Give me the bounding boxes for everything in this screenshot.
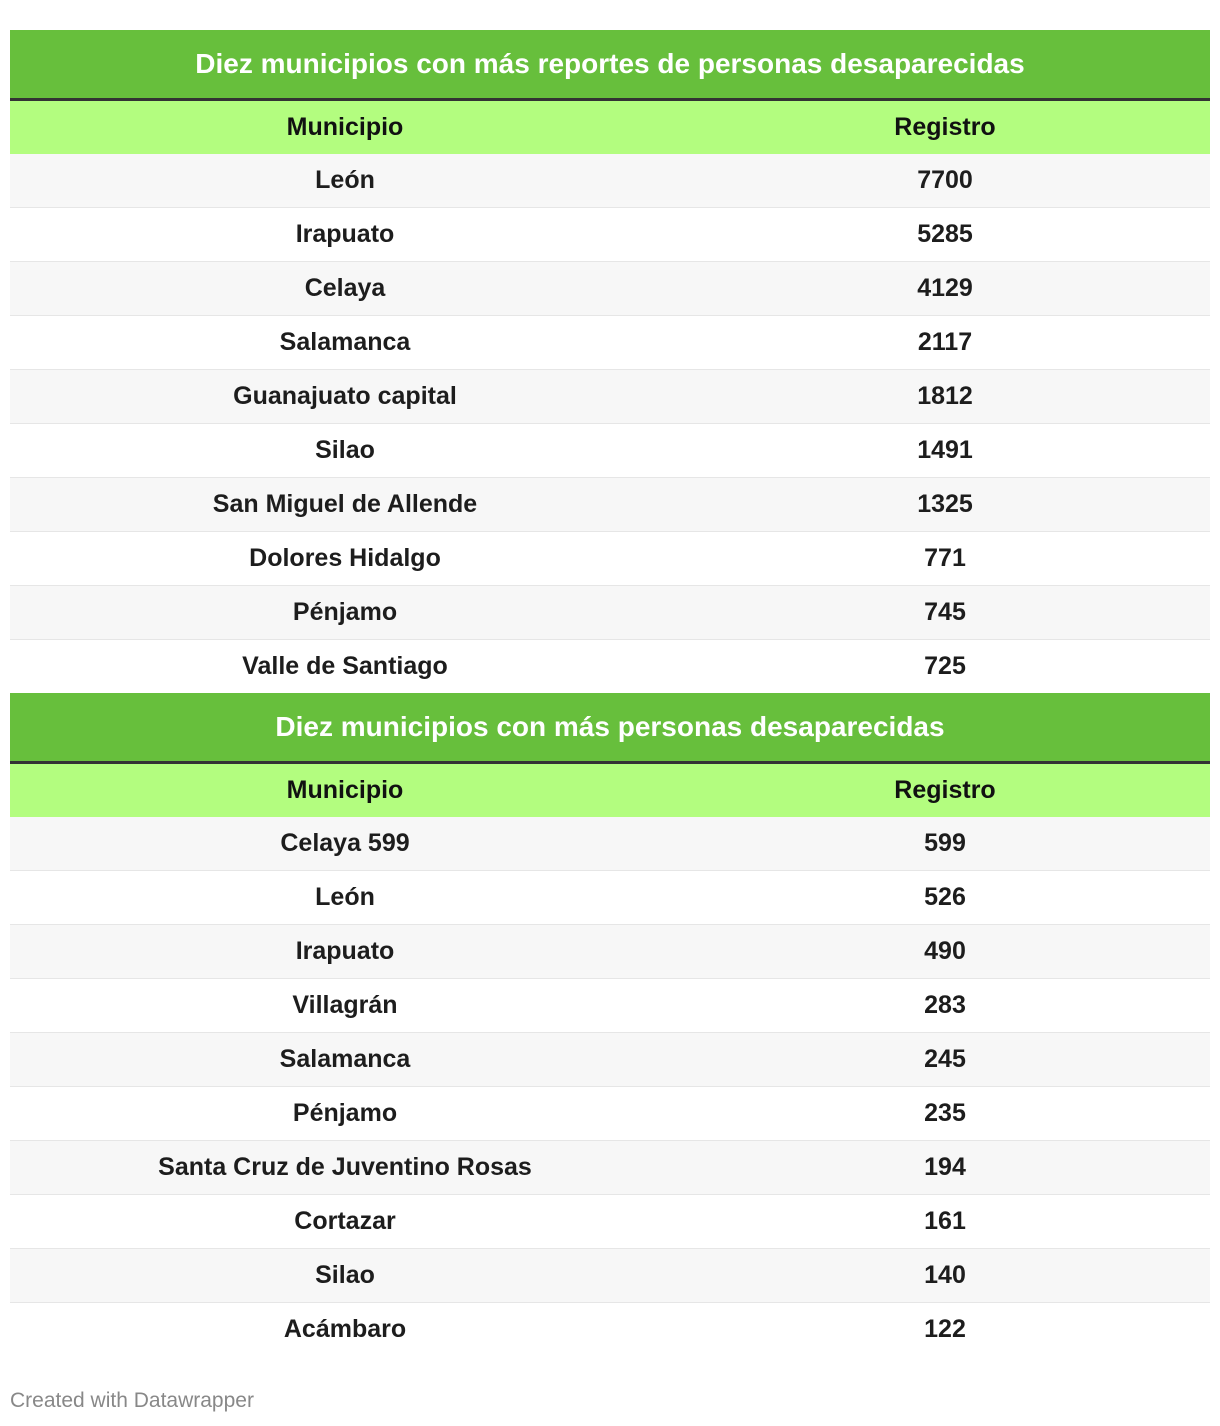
cell-registro: 490 [924,937,966,965]
column-header-municipio[interactable]: Municipio [286,113,404,141]
cell-registro: 2117 [917,328,973,356]
cell-municipio: Salamanca [279,328,411,356]
cell-municipio: Pénjamo [292,1099,398,1127]
table-row [10,925,1210,979]
table-row [10,1087,1210,1141]
cell-municipio: Acámbaro [283,1315,407,1343]
datawrapper-credit[interactable]: Created with Datawrapper [10,1389,254,1412]
column-header-registro[interactable]: Registro [894,113,996,141]
table-row [10,424,1210,478]
cell-registro: 526 [924,883,966,911]
cell-registro: 725 [924,652,966,680]
table-row [10,316,1210,370]
cell-municipio: Guanajuato capital [233,382,457,410]
table-row [10,640,1210,693]
cell-registro: 235 [924,1099,966,1127]
table-title: Diez municipios con más reportes de personas desaparecidas [10,30,1210,101]
cell-municipio: Dolores Hidalgo [249,544,441,572]
table-row [10,1033,1210,1087]
table-title: Diez municipios con más personas desaparecidas [10,693,1210,764]
table-row [10,586,1210,640]
table-row [10,1195,1210,1249]
cell-registro: 7700 [917,166,973,194]
cell-registro: 140 [924,1261,966,1289]
cell-registro: 1325 [917,490,973,518]
table-row [10,979,1210,1033]
cell-municipio: Celaya 599 [280,829,410,857]
cell-registro: 5285 [917,220,973,248]
table-row [10,262,1210,316]
table-row [10,817,1210,871]
cell-municipio: Celaya [304,274,386,302]
cell-registro: 4129 [917,274,973,302]
cell-registro: 1812 [917,382,973,410]
cell-municipio: Silao [315,1261,375,1289]
table-row [10,532,1210,586]
cell-municipio: Santa Cruz de Juventino Rosas [158,1153,532,1181]
table-row [10,208,1210,262]
table-section-2 [10,693,1210,1356]
cell-municipio: Irapuato [295,220,395,248]
table-section-1 [10,30,1210,693]
cell-registro: 771 [924,544,966,572]
cell-municipio: Salamanca [279,1045,411,1073]
cell-municipio: Cortazar [294,1207,396,1235]
table-row [10,871,1210,925]
cell-municipio: León [315,166,375,194]
cell-registro: 161 [924,1207,966,1235]
column-header-registro[interactable]: Registro [894,776,996,804]
table-row [10,154,1210,208]
table-row [10,370,1210,424]
table-row [10,1141,1210,1195]
cell-municipio: Villagrán [292,991,398,1019]
cell-municipio: Irapuato [295,937,395,965]
cell-registro: 245 [924,1045,966,1073]
cell-municipio: San Miguel de Allende [212,490,478,518]
cell-registro: 1491 [917,436,973,464]
column-header-row [10,101,1210,154]
tables-container [10,30,1210,1356]
table-row [10,1249,1210,1303]
cell-registro: 122 [924,1315,966,1343]
cell-registro: 283 [924,991,966,1019]
table-row [10,1303,1210,1356]
cell-municipio: León [315,883,375,911]
cell-registro: 599 [924,829,966,857]
column-header-municipio[interactable]: Municipio [286,776,404,804]
cell-registro: 194 [924,1153,966,1181]
cell-municipio: Pénjamo [292,598,398,626]
cell-municipio: Silao [315,436,375,464]
cell-registro: 745 [924,598,966,626]
cell-municipio: Valle de Santiago [242,652,448,680]
table-row [10,478,1210,532]
column-header-row [10,764,1210,817]
